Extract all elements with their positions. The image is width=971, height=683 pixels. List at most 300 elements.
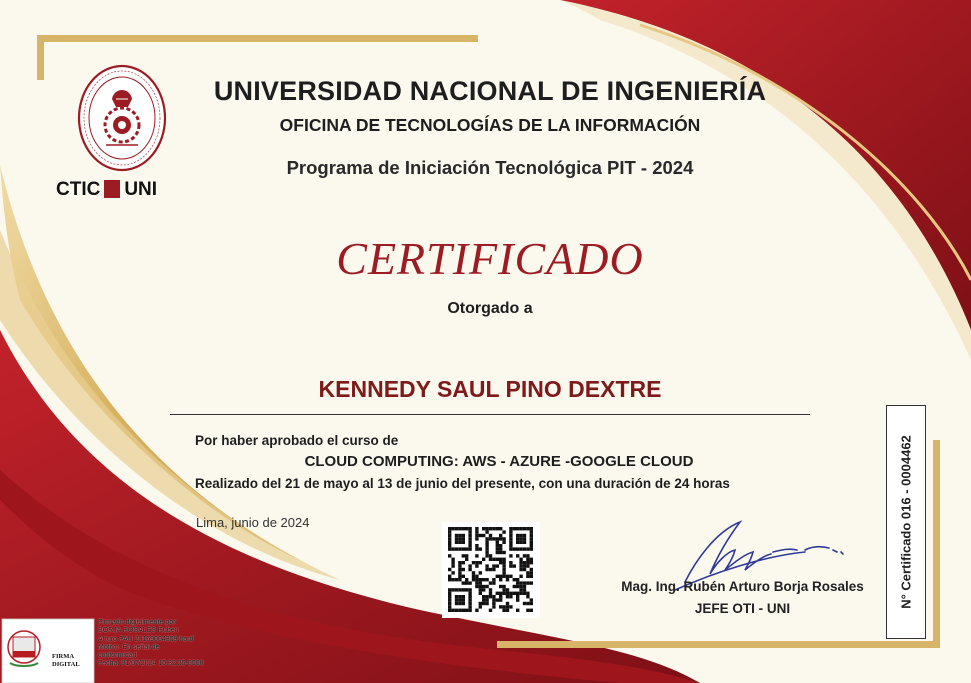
qr-module [479,578,482,581]
qr-module [448,537,451,540]
qr-module [462,534,465,537]
qr-module [516,581,519,584]
certificate-number-box [886,405,926,639]
qr-module [523,568,526,571]
qr-module [462,568,465,571]
qr-module [516,578,519,581]
qr-module [530,547,533,550]
qr-module [451,571,454,574]
qr-module [458,609,461,612]
qr-module [468,541,471,544]
qr-module [502,585,505,588]
qr-module [475,537,478,540]
qr-module [513,578,516,581]
qr-module [455,595,458,598]
qr-module [455,527,458,530]
qr-module [465,547,468,550]
qr-code-icon [442,522,540,618]
qr-module [475,527,478,530]
qr-module [472,578,475,581]
qr-module [492,581,495,584]
qr-module [523,592,526,595]
qr-module [502,571,505,574]
dsig-line: conformidad [98,652,137,660]
qr-module [479,534,482,537]
qr-module [448,554,451,557]
qr-module [516,541,519,544]
qr-module [530,568,533,571]
qr-module [489,558,492,561]
qr-module [448,605,451,608]
qr-module [468,547,471,550]
qr-module [530,558,533,561]
qr-module [523,588,526,591]
qr-module [458,568,461,571]
qr-module [499,534,502,537]
qr-module [455,541,458,544]
qr-module [479,602,482,605]
qr-module [485,578,488,581]
qr-module [451,564,454,567]
qr-module [530,534,533,537]
qr-module [462,554,465,557]
qr-module [485,547,488,550]
qr-module [513,592,516,595]
qr-module [492,568,495,571]
qr-module [462,541,465,544]
qr-module [516,598,519,601]
qr-module [502,561,505,564]
qr-module [519,568,522,571]
qr-module [519,585,522,588]
qr-module [462,527,465,530]
qr-module [502,564,505,567]
qr-module [499,547,502,550]
office-title: OFICINA DE TECNOLOGÍAS DE LA INFORMACIÓN [279,115,701,135]
signer-role: JEFE OTI - UNI [694,601,791,616]
qr-module [458,527,461,530]
qr-module [516,527,519,530]
qr-module [519,537,522,540]
qr-module [462,537,465,540]
qr-module [482,598,485,601]
qr-module [499,592,502,595]
qr-module [502,605,505,608]
qr-module [523,527,526,530]
qr-module [465,578,468,581]
qr-module [492,564,495,567]
qr-module [448,541,451,544]
qr-module [509,544,512,547]
qr-module [513,585,516,588]
firma-label-line-2: DIGITAL [52,661,80,668]
qr-module [451,558,454,561]
qr-module [509,537,512,540]
qr-module [451,527,454,530]
qr-module [519,575,522,578]
qr-module [485,595,488,598]
qr-module [458,534,461,537]
qr-module [502,537,505,540]
dsig-line: BORJA ROSALES Ruben [98,627,179,635]
qr-module [509,595,512,598]
qr-module [479,605,482,608]
ctic-uni-logo [56,179,196,201]
qr-module [462,609,465,612]
qr-module [499,561,502,564]
qr-module [458,575,461,578]
qr-module [462,602,465,605]
qr-module [496,541,499,544]
qr-module [485,585,488,588]
qr-module [482,558,485,561]
qr-module [468,595,471,598]
qr-module [530,581,533,584]
qr-module [468,592,471,595]
qr-module [489,527,492,530]
qr-module [492,602,495,605]
qr-module [458,537,461,540]
qr-module [499,595,502,598]
qr-module [530,530,533,533]
qr-module [448,547,451,550]
qr-module [499,527,502,530]
qr-module [458,561,461,564]
qr-module [475,581,478,584]
course-name: CLOUD COMPUTING: AWS - AZURE -GOOGLE CLOUD [304,453,694,470]
qr-module [455,609,458,612]
qr-module [482,595,485,598]
qr-module [523,534,526,537]
qr-module [448,598,451,601]
qr-module [509,561,512,564]
qr-module [523,602,526,605]
qr-module [479,585,482,588]
qr-module [448,568,451,571]
dsig-line: Firmado digitalmente por: [98,619,178,626]
qr-module [519,588,522,591]
qr-module [448,595,451,598]
university-seal-icon [76,63,168,173]
qr-module [482,534,485,537]
place-date: Lima, junio de 2024 [196,515,310,530]
qr-module [530,537,533,540]
course-dates: Realizado del 21 de mayo al 13 de junio del presente, con una duración de 24 horas [195,476,730,491]
qr-module [458,588,461,591]
qr-module [475,554,478,557]
qr-module [468,588,471,591]
qr-module [468,581,471,584]
qr-module [455,547,458,550]
logo-ctic-text: CTIC [56,179,101,200]
qr-module [472,575,475,578]
qr-module [489,537,492,540]
qr-module [519,534,522,537]
qr-module [455,578,458,581]
qr-module [485,551,488,554]
qr-module [462,581,465,584]
qr-module [516,537,519,540]
qr-module [451,588,454,591]
qr-module [489,595,492,598]
qr-module [482,588,485,591]
qr-module [496,527,499,530]
qr-module [506,578,509,581]
qr-module [516,585,519,588]
qr-module [499,585,502,588]
qr-module [468,602,471,605]
qr-module [496,592,499,595]
qr-module [530,571,533,574]
qr-module [492,598,495,601]
qr-module [509,527,512,530]
qr-module [523,541,526,544]
qr-module [468,564,471,567]
qr-module [513,547,516,550]
qr-module [516,609,519,612]
qr-module [502,530,505,533]
qr-module [448,592,451,595]
qr-module [468,530,471,533]
qr-module [475,561,478,564]
qr-module [492,527,495,530]
qr-module [523,581,526,584]
qr-module [509,530,512,533]
qr-module [492,558,495,561]
qr-module [489,568,492,571]
qr-module [506,605,509,608]
qr-module [523,547,526,550]
qr-module [499,558,502,561]
qr-module [509,592,512,595]
qr-module [516,592,519,595]
qr-module [509,564,512,567]
qr-module [462,595,465,598]
firma-digital-label [52,653,80,669]
qr-module [448,534,451,537]
qr-module [465,558,468,561]
qr-module [485,544,488,547]
firma-label-line-1: FIRMA [52,653,75,660]
qr-module [496,547,499,550]
qr-module [506,595,509,598]
qr-module [502,541,505,544]
qr-module [479,592,482,595]
qr-module [496,551,499,554]
qr-module [496,598,499,601]
qr-module [502,592,505,595]
qr-module [475,564,478,567]
qr-module [530,527,533,530]
qr-module [519,547,522,550]
qr-module [506,609,509,612]
qr-module [509,541,512,544]
qr-module [475,530,478,533]
qr-module [455,598,458,601]
qr-module [496,564,499,567]
qr-module [530,602,533,605]
qr-module [519,527,522,530]
qr-module [475,585,478,588]
qr-module [451,561,454,564]
qr-module [526,564,529,567]
qr-module [506,602,509,605]
qr-module [523,537,526,540]
qr-module [451,578,454,581]
qr-module [485,598,488,601]
qr-module [458,571,461,574]
qr-module [516,554,519,557]
qr-module [475,534,478,537]
qr-module [485,541,488,544]
qr-module [489,581,492,584]
qr-module [479,581,482,584]
qr-module [468,544,471,547]
qr-module [509,554,512,557]
qr-module [451,609,454,612]
qr-module [526,609,529,612]
qr-module [468,598,471,601]
qr-module [455,534,458,537]
qr-module [455,537,458,540]
qr-module [468,537,471,540]
qr-module [509,534,512,537]
dsig-line: Arturo FAU 20169004359 hard [98,635,194,643]
course-intro: Por haber aprobado el curso de [195,433,399,448]
qr-module [502,558,505,561]
qr-module [499,598,502,601]
qr-module [458,598,461,601]
dsig-line: Fecha: 01/07/2024 15:32:25-0500 [98,660,204,668]
digital-signature-text [98,619,228,669]
qr-module [465,588,468,591]
qr-module [468,527,471,530]
qr-module [448,578,451,581]
qr-module [465,527,468,530]
qr-module [489,609,492,612]
qr-module [530,575,533,578]
qr-module [526,595,529,598]
qr-module [489,588,492,591]
qr-module [523,564,526,567]
qr-module [492,578,495,581]
granted-to-label: Otorgado a [447,300,533,317]
logo-emblem-icon [104,180,120,198]
qr-module [492,595,495,598]
qr-module [526,581,529,584]
qr-module [519,564,522,567]
qr-module [482,527,485,530]
qr-module [468,568,471,571]
qr-module [485,537,488,540]
qr-module [526,558,529,561]
qr-module [475,547,478,550]
qr-module [499,537,502,540]
qr-module [519,561,522,564]
qr-module [482,578,485,581]
qr-module [468,534,471,537]
qr-module [448,588,451,591]
qr-module [502,568,505,571]
qr-module [513,527,516,530]
qr-module [468,609,471,612]
qr-module [462,575,465,578]
qr-module [502,551,505,554]
qr-module [475,544,478,547]
qr-module [530,609,533,612]
qr-module [451,547,454,550]
qr-module [475,609,478,612]
qr-module [465,581,468,584]
qr-module [516,547,519,550]
qr-module [485,530,488,533]
qr-module [455,588,458,591]
qr-module [479,561,482,564]
qr-module [526,561,529,564]
qr-module [475,575,478,578]
qr-module [499,544,502,547]
qr-module [458,602,461,605]
qr-module [462,598,465,601]
qr-module [458,564,461,567]
qr-module [448,602,451,605]
university-title: UNIVERSIDAD NACIONAL DE INGENIERÍA [213,76,767,106]
program-title: Programa de Iniciación Tecnológica PIT - 2024 [286,157,694,178]
qr-module [509,575,512,578]
qr-module [489,534,492,537]
qr-module [502,575,505,578]
qr-module [513,564,516,567]
qr-module [526,554,529,557]
qr-module [475,578,478,581]
qr-module [462,588,465,591]
qr-module [489,592,492,595]
qr-module [479,547,482,550]
qr-module [526,575,529,578]
qr-module [482,602,485,605]
qr-module [479,571,482,574]
qr-module [492,537,495,540]
qr-module [523,561,526,564]
qr-module [526,602,529,605]
qr-module [526,571,529,574]
qr-module [502,588,505,591]
qr-module [506,588,509,591]
qr-module [499,578,502,581]
qr-module [468,605,471,608]
qr-module [485,527,488,530]
recipient-name: KENNEDY SAUL PINO DEXTRE [318,376,662,402]
qr-module [458,547,461,550]
qr-module [448,575,451,578]
qr-module [462,561,465,564]
qr-module [519,541,522,544]
qr-module [448,530,451,533]
qr-module [485,602,488,605]
qr-module [519,581,522,584]
qr-module [499,551,502,554]
certificate-title: CERTIFICADO [336,233,644,284]
qr-module [526,592,529,595]
qr-module [465,554,468,557]
qr-code [442,522,540,618]
qr-module [485,568,488,571]
qr-module [506,592,509,595]
qr-module [485,554,488,557]
qr-module [530,541,533,544]
qr-module [448,544,451,547]
qr-module [479,588,482,591]
